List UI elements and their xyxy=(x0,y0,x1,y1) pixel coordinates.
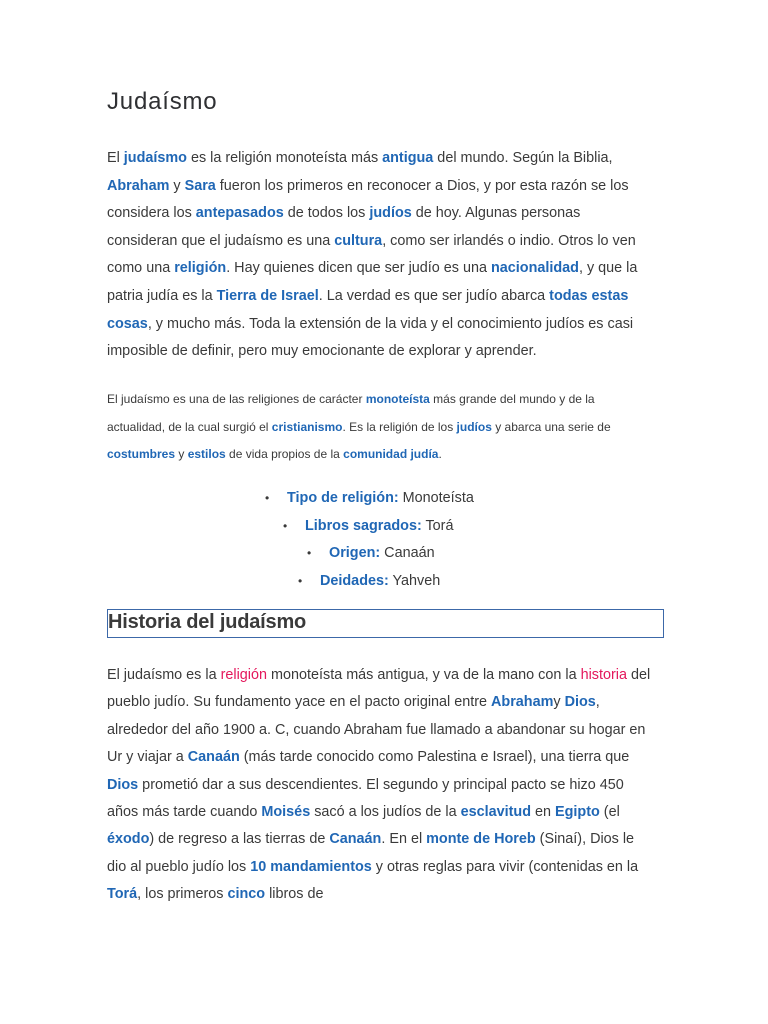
inline-link[interactable]: Tierra de Israel xyxy=(216,287,319,304)
inline-link[interactable]: estilos xyxy=(187,447,226,461)
fact-item-sacred-books xyxy=(283,516,454,536)
text-run: , alrededor del año 1900 a. C, cuando Abraham fue llamado a abandonar su hogar en Ur y viajar a xyxy=(107,694,646,766)
text-run: de vida propios de la xyxy=(225,447,344,461)
text-run: (más tarde conocido como Palestina e Israel), una tierra que xyxy=(239,749,630,766)
fact-item-origin xyxy=(307,543,435,563)
bullet: • xyxy=(307,546,312,560)
text-run: , y mucho más. Toda la extensión de la vida y el conocimiento judíos es casi imposible de definir, pero muy emocionante de explorar y aprender. xyxy=(107,315,634,360)
fact-value-sacred-books: Torá xyxy=(421,518,454,534)
bullet: • xyxy=(283,519,288,533)
text-run: y xyxy=(175,447,188,461)
inline-link[interactable]: historia xyxy=(580,667,627,683)
inline-link[interactable]: 10 mandamientos xyxy=(250,858,372,875)
text-run: es la religión monoteísta más xyxy=(186,150,383,166)
text-run: , como ser irlandés o indio. Otros lo ven como una xyxy=(107,232,636,277)
inline-link[interactable]: cinco xyxy=(227,886,266,903)
inline-link[interactable]: Abraham xyxy=(107,177,170,194)
inline-link[interactable]: Torá xyxy=(107,886,138,903)
inline-link[interactable]: Moisés xyxy=(261,804,311,821)
fact-item-religion-type xyxy=(265,488,474,508)
text-run: y xyxy=(553,694,565,711)
inline-link[interactable]: Dios xyxy=(107,776,139,793)
bullet: • xyxy=(298,574,303,588)
fact-label-sacred-books[interactable]: Libros sagrados: xyxy=(305,518,422,534)
text-run: y otras reglas para vivir (contenidas en la xyxy=(371,858,639,875)
text-run: de hoy. Algunas personas consideran que el judaísmo es una xyxy=(107,205,581,249)
text-run: (el xyxy=(599,804,620,821)
inline-link[interactable]: Dios xyxy=(564,694,596,711)
text-run: El xyxy=(107,150,124,166)
fact-value-origin: Canaán xyxy=(380,545,435,561)
page-title: Judaísmo xyxy=(107,88,218,115)
text-run: monoteísta más antigua, y va de la mano con la xyxy=(267,667,581,683)
text-run: de todos los xyxy=(283,205,370,222)
summary-paragraph xyxy=(107,386,652,469)
text-run: El judaísmo es una de las religiones de carácter xyxy=(107,392,366,406)
inline-link[interactable]: nacionalidad xyxy=(491,260,579,277)
fact-label-deities[interactable]: Deidades: xyxy=(320,573,389,589)
text-run: y abarca una serie de xyxy=(491,419,611,434)
fact-value-religion-type: Monoteísta xyxy=(398,490,474,506)
inline-link[interactable]: Sara xyxy=(184,177,216,194)
text-run: en xyxy=(531,804,556,821)
inline-link[interactable]: monte de Horeb xyxy=(426,831,536,848)
text-run: sacó a los judíos de la xyxy=(310,804,461,821)
text-run: y xyxy=(169,177,185,194)
text-run: . La verdad es que ser judío abarca xyxy=(318,287,550,304)
inline-link[interactable]: cultura xyxy=(334,232,383,249)
inline-link[interactable]: antepasados xyxy=(195,205,284,222)
intro-paragraph xyxy=(107,145,652,366)
inline-link[interactable]: judíos xyxy=(369,205,412,222)
fact-label-religion-type[interactable]: Tipo de religión: xyxy=(287,490,399,506)
text-run: ) de regreso a las tierras de xyxy=(149,831,330,848)
fact-value-deities: Yahveh xyxy=(388,573,441,589)
text-run: , y que la patria judía es la xyxy=(107,260,638,304)
fact-label-origin[interactable]: Origen: xyxy=(329,545,381,561)
history-paragraph xyxy=(107,662,655,909)
inline-link[interactable]: religión xyxy=(174,260,227,277)
inline-link[interactable]: esclavitud xyxy=(460,804,531,821)
text-run: libros de xyxy=(265,886,324,903)
inline-link[interactable]: judaísmo xyxy=(123,150,187,166)
inline-link[interactable]: comunidad judía xyxy=(343,447,439,461)
text-run: . Es la religión de los xyxy=(342,419,457,434)
inline-link[interactable]: judíos xyxy=(456,419,492,434)
inline-link[interactable]: costumbres xyxy=(107,447,176,461)
inline-link[interactable]: Canaán xyxy=(187,749,240,766)
section-title: Historia del judaísmo xyxy=(108,611,307,633)
text-run: prometió dar a sus descendientes. El segundo y principal pacto se hizo 450 años más tarde cuando xyxy=(107,776,624,821)
fact-item-deities xyxy=(298,571,441,591)
inline-link[interactable]: Egipto xyxy=(555,804,600,821)
inline-link[interactable]: monoteísta xyxy=(365,392,430,406)
text-run: , los primeros xyxy=(137,886,228,903)
inline-link[interactable]: cristianismo xyxy=(271,419,343,434)
section-heading-box xyxy=(107,609,664,638)
text-run: El judaísmo es la xyxy=(107,667,221,683)
inline-link[interactable]: Canaán xyxy=(329,831,382,848)
text-run: del pueblo judío. Su fundamento yace en el pacto original entre xyxy=(107,667,651,711)
inline-link[interactable]: todas estas cosas xyxy=(107,287,629,332)
text-run: . xyxy=(438,447,442,461)
text-run: . Hay quienes dicen que ser judío es una xyxy=(226,260,491,277)
text-run: (Sinaí), Dios le dio al pueblo judío los xyxy=(107,831,635,875)
text-run: fueron los primeros en reconocer a Dios, y por esta razón se los considera los xyxy=(107,177,629,222)
bullet: • xyxy=(265,491,270,505)
inline-link[interactable]: religión xyxy=(220,667,267,683)
inline-link[interactable]: éxodo xyxy=(107,831,150,848)
text-run: más grande del mundo y de la actualidad, de la cual surgió el xyxy=(107,392,595,434)
text-run: del mundo. Según la Biblia, xyxy=(433,150,613,166)
inline-link[interactable]: Abraham xyxy=(491,694,554,711)
inline-link[interactable]: antigua xyxy=(382,150,434,166)
text-run: . En el xyxy=(381,831,427,848)
